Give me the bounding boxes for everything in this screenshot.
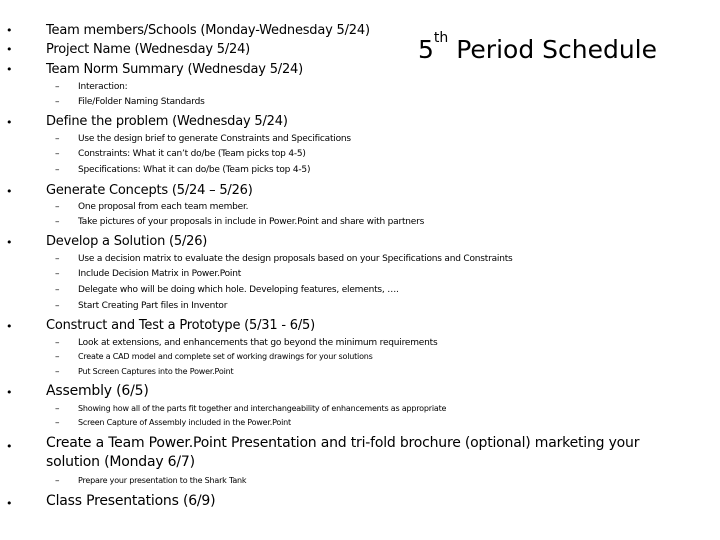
sub-item: Screen Capture of Assembly included in the Power.Point bbox=[78, 418, 291, 427]
sub-bullet-icon: – bbox=[55, 202, 60, 212]
item-team-members: Team members/Schools (Monday-Wednesday 5/24) bbox=[46, 23, 370, 38]
item-generate-concepts: Generate Concepts (5/24 – 5/26) bbox=[46, 183, 253, 198]
sub-item: Take pictures of your proposals in include in Power.Point and share with partners bbox=[78, 217, 425, 227]
sub-bullet-icon: – bbox=[55, 82, 60, 92]
sub-item: Create a CAD model and complete set of working drawings for your solutions bbox=[78, 352, 373, 361]
sub-bullet-icon: – bbox=[55, 134, 60, 144]
bullet-icon: • bbox=[6, 116, 13, 129]
bullet-icon: • bbox=[6, 63, 13, 76]
bullet-icon: • bbox=[6, 236, 13, 249]
item-team-presentation: Create a Team Power.Point Presentation and tri-fold brochure (optional) marketing your solution (Monday 6/7) bbox=[46, 435, 640, 470]
sub-bullet-icon: – bbox=[55, 165, 60, 175]
sub-item: Constraints: What it can’t do/be (Team picks top 4-5) bbox=[78, 149, 306, 159]
sub-bullet-icon: – bbox=[55, 254, 60, 264]
sub-bullet-icon: – bbox=[55, 301, 60, 311]
sub-item: One proposal from each team member. bbox=[78, 202, 249, 212]
bullet-icon: • bbox=[6, 43, 13, 56]
sub-item: Specifications: What it can do/be (Team picks top 4-5) bbox=[78, 165, 311, 175]
title-ordinal-suffix: th bbox=[433, 30, 449, 46]
sub-item: Put Screen Captures into the Power.Point bbox=[78, 367, 234, 376]
item-project-name: Project Name (Wednesday 5/24) bbox=[46, 42, 251, 57]
sub-item: Start Creating Part files in Inventor bbox=[78, 301, 228, 311]
sub-bullet-icon: – bbox=[55, 217, 60, 227]
sub-bullet-icon: – bbox=[55, 97, 60, 107]
item-assembly: Assembly (6/5) bbox=[46, 383, 149, 399]
item-class-presentations: Class Presentations (6/9) bbox=[46, 493, 216, 509]
sub-item: Use a decision matrix to evaluate the design proposals based on your Specifications and Constraints bbox=[78, 254, 513, 264]
bullet-icon: • bbox=[6, 386, 13, 399]
sub-bullet-icon: – bbox=[55, 149, 60, 159]
item-define-problem: Define the problem (Wednesday 5/24) bbox=[46, 114, 288, 129]
bullet-icon: • bbox=[6, 185, 13, 198]
bullet-icon: • bbox=[6, 320, 13, 333]
sub-bullet-icon: – bbox=[55, 338, 60, 348]
item-develop-solution: Develop a Solution (5/26) bbox=[46, 234, 208, 249]
slide-title bbox=[418, 30, 708, 66]
sub-bullet-icon: – bbox=[55, 476, 60, 486]
sub-bullet-icon: – bbox=[55, 352, 60, 362]
bullet-icon: • bbox=[6, 440, 13, 453]
sub-item: Include Decision Matrix in Power.Point bbox=[78, 269, 242, 279]
title-text: Period Schedule bbox=[448, 35, 658, 64]
sub-bullet-icon: – bbox=[55, 269, 60, 279]
sub-bullet-icon: – bbox=[55, 285, 60, 295]
item-team-norm: Team Norm Summary (Wednesday 5/24) bbox=[46, 62, 303, 77]
bullet-icon: • bbox=[6, 497, 13, 510]
sub-item: Use the design brief to generate Constraints and Specifications bbox=[78, 134, 351, 144]
title-number: 5 bbox=[418, 35, 434, 64]
bullet-icon: • bbox=[6, 24, 13, 37]
sub-bullet-icon: – bbox=[55, 404, 60, 414]
sub-bullet-icon: – bbox=[55, 367, 60, 377]
sub-item: Look at extensions, and enhancements that go beyond the minimum requirements bbox=[78, 338, 438, 348]
sub-bullet-icon: – bbox=[55, 418, 60, 428]
sub-item: Interaction: bbox=[78, 82, 128, 92]
sub-item: Delegate who will be doing which hole. Developing features, elements, …. bbox=[78, 285, 399, 295]
sub-item: Showing how all of the parts fit together and interchangeability of enhancements as appropriate bbox=[78, 404, 447, 413]
item-construct-prototype: Construct and Test a Prototype (5/31 - 6/5) bbox=[46, 318, 315, 333]
sub-item: File/Folder Naming Standards bbox=[78, 97, 205, 107]
sub-item: Prepare your presentation to the Shark Tank bbox=[78, 476, 247, 485]
